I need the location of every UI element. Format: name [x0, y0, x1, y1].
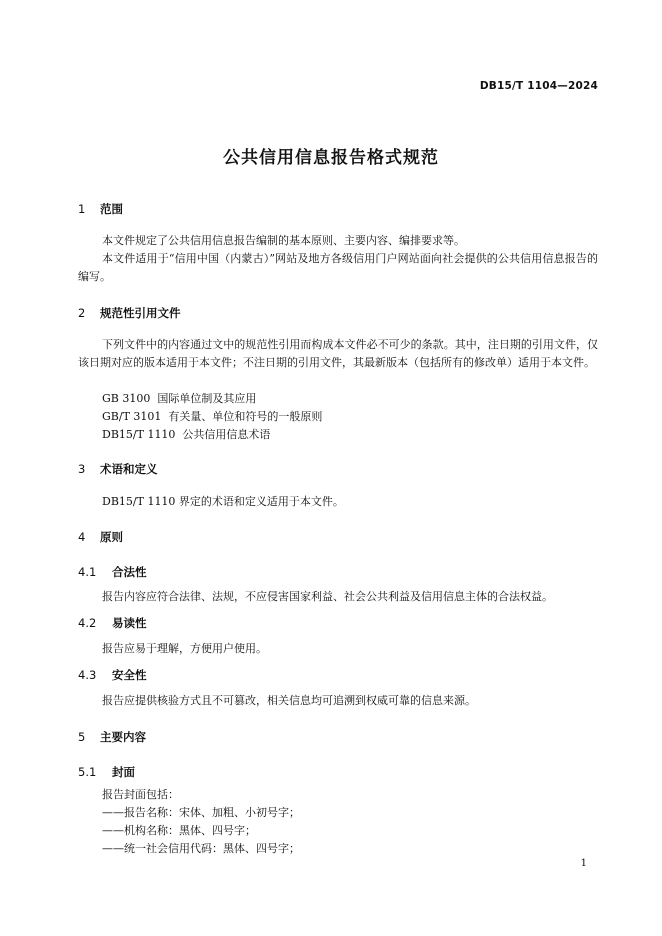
cover-item: ——报告名称：宋体、加粗、小初号字；: [102, 806, 300, 819]
standard-number: DB15/T 1104—2024: [479, 80, 598, 92]
section-4-heading: [78, 529, 123, 545]
cover-intro: 报告封面包括：: [102, 788, 179, 801]
section-2-paragraph-1: 下列文件中的内容通过文中的规范性引用而构成本文件必不可少的条款。其中，注日期的引用文件，仅该日期对应的版本适用于本文件；不注日期的引用文件，其最新版本（包括所有的修改单）适用于本文件。: [78, 338, 598, 369]
section-1-paragraph-1: 本文件规定了公共信用信息报告编制的基本原则、主要内容、编排要求等。: [102, 234, 465, 247]
subsection-4-3-heading: [78, 667, 147, 683]
subsection-number: 4.2: [78, 616, 97, 630]
subsection-4-1-text: 报告内容应符合法律、法规，不应侵害国家利益、社会公共利益及信用信息主体的合法权益。: [102, 590, 553, 603]
section-2-heading: [78, 305, 181, 321]
section-number: 3: [78, 462, 86, 476]
subsection-title: 安全性: [112, 668, 147, 682]
subsection-title: 封面: [112, 765, 136, 779]
subsection-5-1-heading: [78, 764, 135, 780]
page-number: 1: [580, 858, 587, 869]
reference-item: GB 3100 国际单位制及其应用: [102, 392, 257, 405]
section-3-heading: [78, 461, 158, 477]
subsection-number: 4.1: [78, 565, 97, 579]
section-number: 5: [78, 730, 86, 744]
section-number: 2: [78, 306, 86, 320]
section-title: 原则: [100, 530, 124, 544]
section-3-paragraph-1: DB15/T 1110 界定的术语和定义适用于本文件。: [102, 495, 344, 508]
subsection-4-3-text: 报告应提供核验方式且不可篡改，相关信息均可追溯到权威可靠的信息来源。: [102, 694, 476, 707]
subsection-number: 4.3: [78, 668, 97, 682]
subsection-title: 合法性: [112, 565, 147, 579]
section-title: 术语和定义: [100, 462, 158, 476]
section-1-heading: [78, 201, 123, 217]
section-1-paragraph-2: 本文件适用于“信用中国（内蒙古）”网站及地方各级信用门户网站面向社会提供的公共信用信息报告的编写。: [78, 252, 598, 283]
section-5-heading: [78, 729, 146, 745]
section-title: 范围: [100, 202, 124, 216]
document-title: 公共信用信息报告格式规范: [223, 148, 439, 168]
section-title: 规范性引用文件: [100, 306, 181, 320]
section-title: 主要内容: [100, 730, 147, 744]
cover-item: ——统一社会信用代码：黑体、四号字；: [102, 842, 300, 855]
subsection-4-2-heading: [78, 615, 147, 631]
section-number: 1: [78, 202, 86, 216]
subsection-4-2-text: 报告应易于理解，方便用户使用。: [102, 642, 267, 655]
subsection-4-1-heading: [78, 564, 147, 580]
subsection-title: 易读性: [112, 616, 147, 630]
subsection-number: 5.1: [78, 765, 97, 779]
reference-item: DB15/T 1110 公共信用信息术语: [102, 428, 271, 441]
cover-item: ——机构名称：黑体、四号字；: [102, 824, 256, 837]
reference-item: GB/T 3101 有关量、单位和符号的一般原则: [102, 410, 323, 423]
section-number: 4: [78, 530, 86, 544]
